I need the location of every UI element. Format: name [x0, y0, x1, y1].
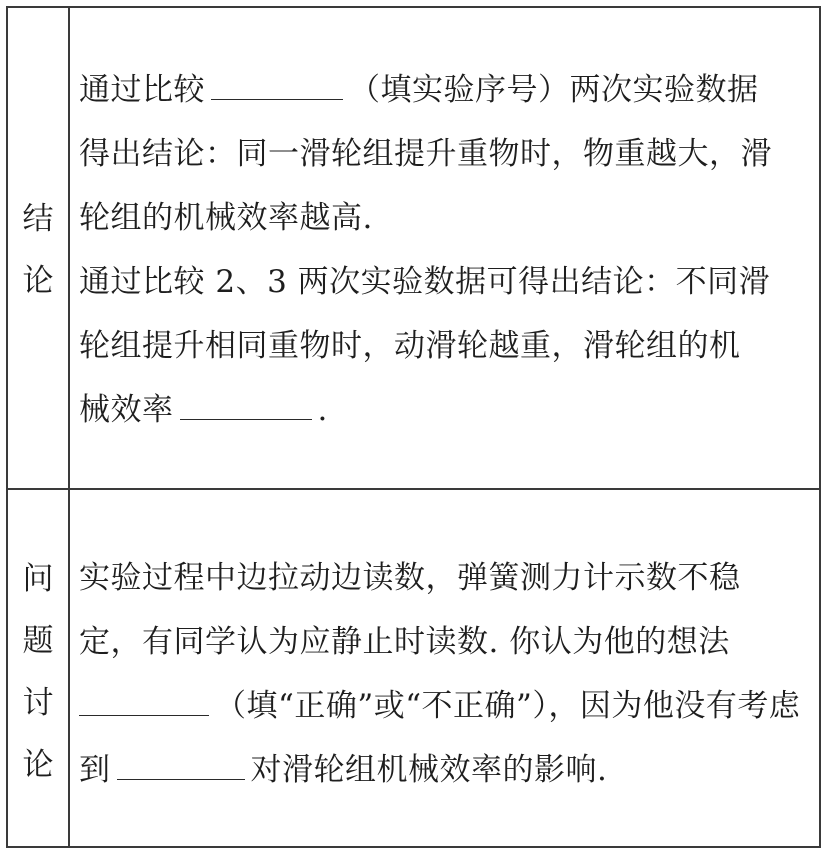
discussion-line-3-post: （填“正确”或“不正确”），因为他没有考虑: [215, 688, 801, 724]
discussion-text: [79, 546, 817, 802]
conclusion-line-5: 轮组提升相同重物时，动滑轮越重，滑轮组的机: [79, 328, 741, 364]
conclusion-line-3: 轮组的机械效率越高.: [79, 200, 373, 236]
conclusion-text: [79, 58, 817, 442]
conclusion-line-6: [79, 378, 817, 442]
discussion-line-1: 实验过程中边拉动边读数，弹簧测力计示数不稳: [79, 560, 741, 596]
conclusion-label: [8, 188, 68, 312]
discussion-line-4-post: 对滑轮组机械效率的影响.: [250, 752, 608, 788]
conclusion-line-4: 通过比较 2、3 两次实验数据可得出结论：不同滑: [79, 264, 771, 300]
conclusion-line-6-post: .: [317, 392, 328, 428]
discussion-label: [8, 548, 68, 796]
conclusion-label-char-2: 论: [22, 263, 54, 299]
discussion-line-4: [79, 738, 817, 802]
conclusion-label-char-1: 结: [22, 201, 54, 237]
answer-blank-experiment-numbers[interactable]: [211, 59, 343, 100]
discussion-line-2: 定，有同学认为应静止时读数. 你认为他的想法: [79, 624, 730, 660]
discussion-line-3: [79, 674, 817, 738]
answer-blank-efficiency[interactable]: [180, 379, 312, 420]
conclusion-line-1-post: （填实验序号）两次实验数据: [349, 72, 759, 108]
discussion-line-4-pre: 到: [79, 752, 111, 788]
discussion-label-char-4: 论: [22, 747, 54, 783]
discussion-label-char-1: 问: [22, 561, 54, 597]
answer-blank-factor[interactable]: [117, 739, 245, 780]
row-divider: [8, 488, 819, 490]
column-divider: [68, 8, 70, 846]
discussion-label-char-2: 题: [22, 623, 54, 659]
conclusion-line-2: 得出结论：同一滑轮组提升重物时，物重越大，滑: [79, 136, 772, 172]
discussion-label-char-3: 讨: [22, 685, 54, 721]
answer-blank-correctness[interactable]: [79, 675, 209, 716]
worksheet-table: [6, 6, 821, 848]
conclusion-line-1-pre: 通过比较: [79, 72, 205, 108]
conclusion-line-6-pre: 械效率: [79, 392, 174, 428]
conclusion-line-1: [79, 58, 817, 122]
